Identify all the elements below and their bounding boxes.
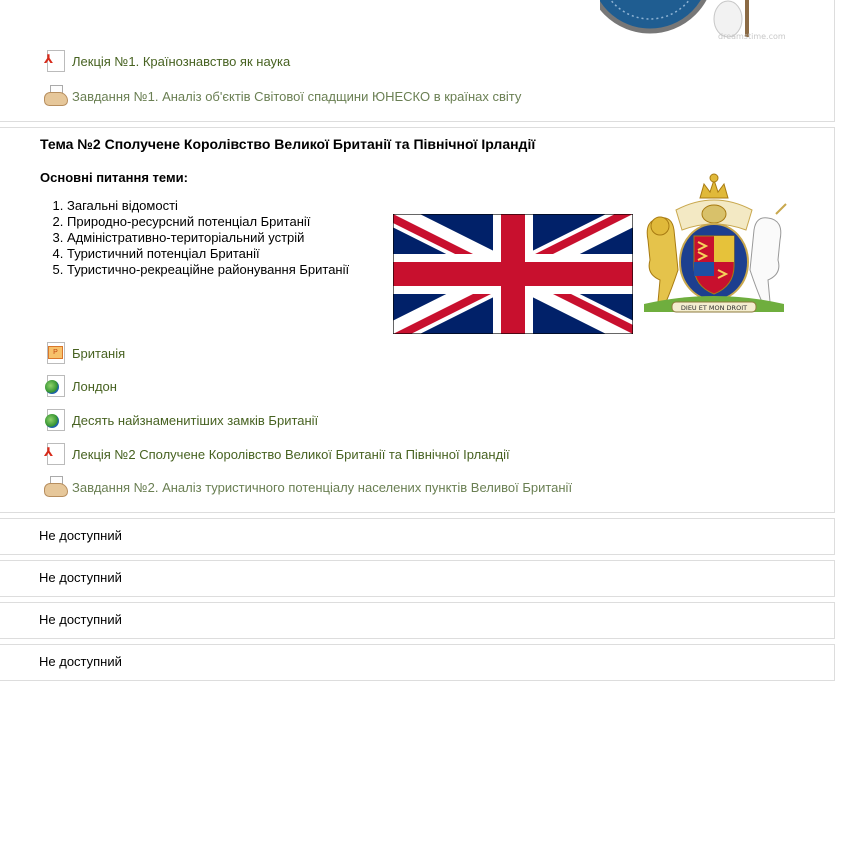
course-section-2 bbox=[0, 127, 835, 513]
activity-lecture-2[interactable] bbox=[44, 442, 510, 466]
locked-section bbox=[0, 644, 835, 681]
activity-link[interactable]: Завдання №2. Аналіз туристичного потенціалу населених пунктів Веливої Британії bbox=[72, 479, 573, 495]
locked-section bbox=[0, 602, 835, 639]
course-section-1 bbox=[0, 0, 835, 122]
section-subtitle: Основні питання теми: bbox=[40, 170, 188, 185]
coat-of-arms-image bbox=[636, 170, 792, 320]
topic-item: 3. Адміністративно-територіальний устрій bbox=[67, 230, 349, 246]
activity-london-url[interactable] bbox=[44, 374, 117, 398]
topic-item: 2. Природно-ресурсний потенціал Британії bbox=[67, 214, 349, 230]
pdf-icon: ⅄ bbox=[44, 442, 68, 466]
pdf-icon: ⅄ bbox=[44, 49, 68, 73]
assignment-icon bbox=[44, 84, 68, 108]
activity-link[interactable]: Лекція №1. Країнознавство як наука bbox=[72, 53, 291, 69]
uk-flag-image bbox=[393, 214, 633, 334]
activity-assignment-2[interactable] bbox=[44, 475, 572, 499]
not-available-label: Не доступний bbox=[39, 528, 122, 543]
activity-assignment-1[interactable] bbox=[44, 84, 521, 108]
activity-britain-presentation[interactable] bbox=[44, 341, 125, 365]
url-globe-icon bbox=[44, 374, 68, 398]
activity-link[interactable]: Лекція №2 Сполучене Королівство Великої Британії та Північної Ірландії bbox=[72, 446, 510, 462]
activity-link[interactable]: Британія bbox=[72, 345, 126, 361]
not-available-label: Не доступний bbox=[39, 654, 122, 669]
compass-image bbox=[600, 0, 795, 43]
topic-item: 1. Загальні відомості bbox=[67, 198, 349, 214]
topic-item: 5. Туристично-рекреаційне районування Британії bbox=[67, 262, 349, 278]
not-available-label: Не доступний bbox=[39, 570, 122, 585]
topic-list bbox=[27, 198, 349, 278]
topic-item: 4. Туристичний потенціал Британії bbox=[67, 246, 349, 262]
activity-castles-url[interactable] bbox=[44, 408, 318, 432]
not-available-label: Не доступний bbox=[39, 612, 122, 627]
url-globe-icon bbox=[44, 408, 68, 432]
motto-text: DIEU ET MON DROIT bbox=[680, 304, 748, 312]
powerpoint-icon: P bbox=[44, 341, 68, 365]
locked-section bbox=[0, 518, 835, 555]
activity-link[interactable]: Десять найзнаменитіших замків Британії bbox=[72, 412, 319, 428]
watermark-text: dreamstime.com bbox=[718, 32, 786, 41]
activity-lecture-1[interactable] bbox=[44, 49, 290, 73]
activity-link[interactable]: Завдання №1. Аналіз об'єктів Світової спадщини ЮНЕСКО в країнах світу bbox=[72, 88, 522, 104]
activity-link[interactable]: Лондон bbox=[72, 378, 117, 394]
section-title: Тема №2 Сполучене Королівство Великої Британії та Північної Ірландії bbox=[40, 136, 536, 152]
locked-section bbox=[0, 560, 835, 597]
assignment-icon bbox=[44, 475, 68, 499]
